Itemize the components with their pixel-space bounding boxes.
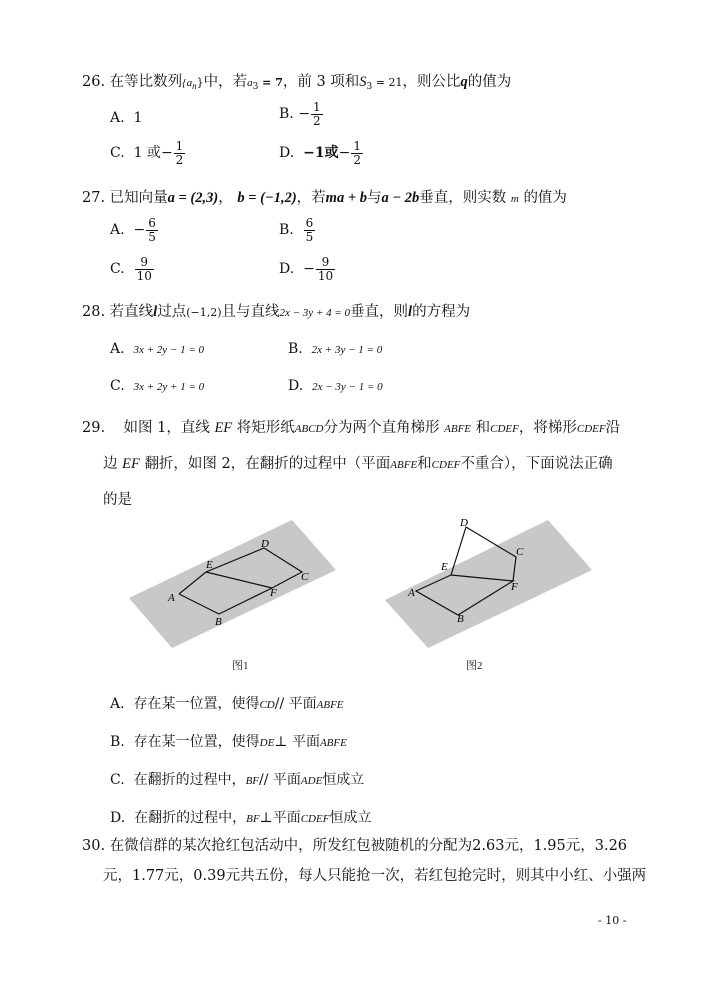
fig1-label-a: A — [168, 592, 175, 604]
figure-2 — [380, 515, 596, 650]
fig2-label-f: F — [511, 581, 518, 593]
q30-stem-line2: 元，1.77元，0.39元共五份，每人只能抢一次，若红包抢完时，则其中小红、小强两 — [103, 868, 647, 884]
question-number: 26. — [82, 74, 106, 90]
fig2-label-d: D — [460, 517, 468, 529]
q29-option-c: C. 在翻折的过程中，BF// 平面ADE恒成立 — [110, 772, 365, 788]
q27-option-c: C. $\frac{9}{10}$ — [110, 255, 152, 283]
q29-stem-line2: 边 EF 翻折，如图 2，在翻折的过程中（平面ABFE和CDEF不重合），下面说法正确 — [103, 456, 613, 472]
page-number: - 10 - — [598, 914, 627, 927]
question-number: 27. — [82, 190, 106, 206]
q28-option-b: B. 2x + 3y − 1 = 0 — [288, 341, 383, 357]
q29-option-d: D. 在翻折的过程中，BF⊥平面CDEF恒成立 — [110, 810, 372, 826]
q27-stem: 27. 已知向量a = (2,3)， b = (−1,2)，若ma + b与a − 2b垂直，则实数 m 的值为 — [82, 190, 567, 206]
figure-1 — [124, 520, 340, 650]
fig1-label-e: E — [206, 559, 213, 571]
fig1-label-c: C — [301, 571, 309, 583]
q28-stem: 28. 若直线l过点(−1,2)且与直线2x − 3y + 4 = 0垂直，则l的方程为 — [82, 304, 471, 320]
fig2-label-c: C — [516, 546, 524, 558]
q26-stem: 26. 在等比数列$\{a_n\}$中，若$a_3 = 7$，前 3 项和$S_3 = 21$，则公比q的值为 — [82, 74, 512, 92]
q28-option-d: D. 2x − 3y − 1 = 0 — [288, 378, 383, 394]
q27-option-d: D. − $\frac{9}{10}$ — [279, 255, 334, 283]
q28-option-c: C. 3x + 2y + 1 = 0 — [110, 378, 205, 394]
q26-option-c: C. 1 或− $\frac{1}{2}$ — [110, 139, 184, 167]
q29-option-a: A. 存在某一位置，使得CD// 平面ABFE — [110, 696, 344, 712]
fig1-label-d: D — [261, 538, 269, 550]
question-number: 30. — [82, 838, 106, 854]
q29-option-b: B. 存在某一位置，使得DE⊥ 平面ABFE — [110, 734, 347, 750]
figure-1-caption: 图1 — [232, 660, 249, 672]
fig1-plane — [129, 520, 336, 648]
fig2-label-b: B — [457, 613, 464, 625]
q26-option-b: B. − $\frac{1}{2}$ — [279, 100, 321, 128]
q28-option-a: A. 3x + 2y − 1 = 0 — [110, 341, 205, 357]
q29-stem-line3: 的是 — [103, 492, 132, 508]
fig2-label-a: A — [408, 587, 415, 599]
q30-stem-line1: 30. 在微信群的某次抢红包活动中，所发红包被随机的分配为2.63元，1.95元，3.26 — [82, 838, 628, 854]
q26-option-d: D. −1或− $\frac{1}{2}$ — [279, 139, 361, 167]
q27-option-b: B. $\frac{6}{5}$ — [279, 216, 314, 244]
q27-option-a: A. − $\frac{6}{5}$ — [110, 216, 156, 244]
figure-2-caption: 图2 — [466, 660, 483, 672]
question-number: 28. — [82, 304, 106, 320]
fig2-plane — [385, 520, 592, 648]
question-number: 29. — [82, 420, 106, 436]
q26-option-a: A. 1 — [110, 110, 143, 126]
fig1-label-b: B — [215, 616, 222, 628]
q29-stem-line1: 29. 如图 1，直线 EF 将矩形纸ABCD分为两个直角梯形 ABFE 和CDEF，将梯形CDEF沿 — [82, 420, 621, 436]
fig2-label-e: E — [441, 561, 448, 573]
fig1-label-f: F — [270, 587, 277, 599]
